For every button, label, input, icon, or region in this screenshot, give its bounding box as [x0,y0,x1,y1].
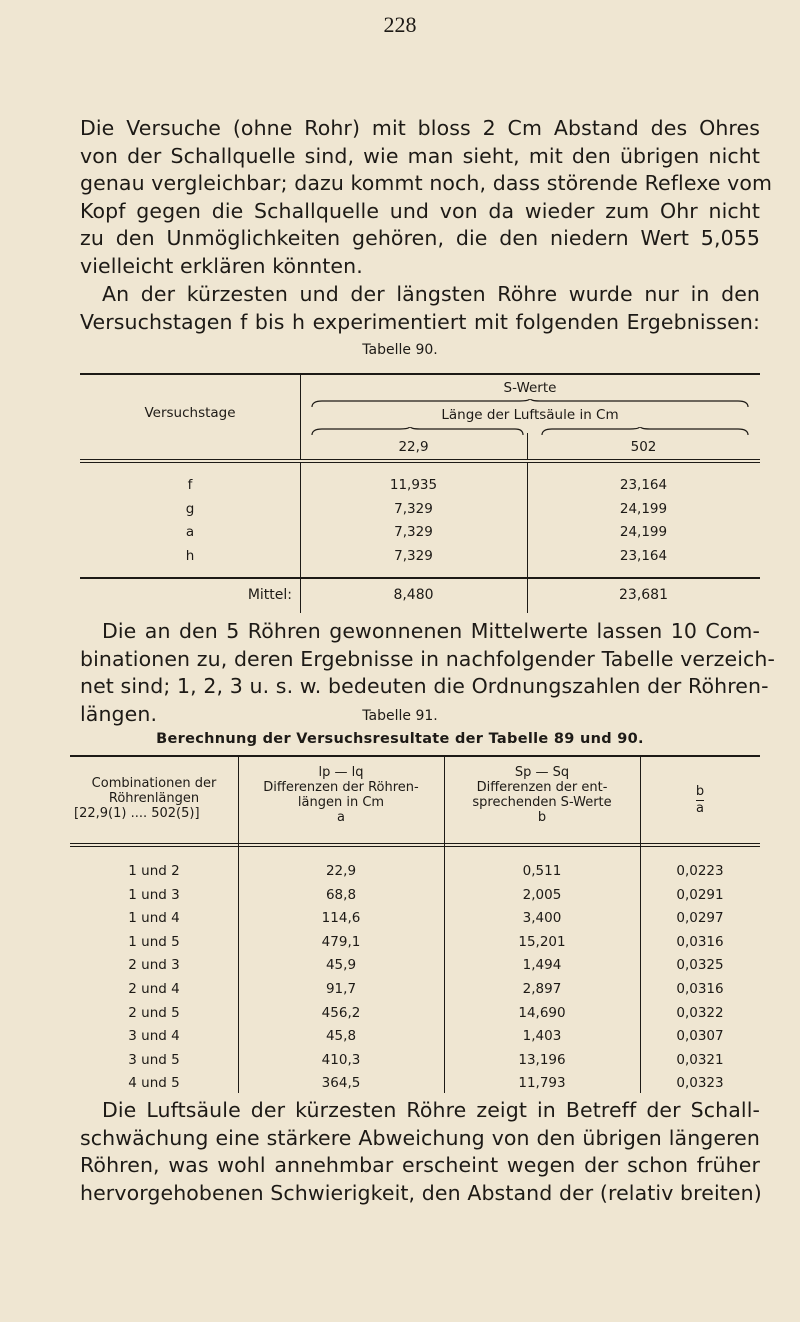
cell-a: 7,329 [394,524,433,540]
cell-combination: 1 und 3 [128,886,180,903]
cell-combination: 4 und 5 [128,1075,180,1092]
header-differenzen-b: Sp — Sq Differenzen der ent- sprechenden S-Werte b [472,765,612,825]
header-combinationen: Combinationen der Röhrenlängen [22,9(1) .... 502(5)] [74,776,217,821]
cell-ratio: 0,0323 [676,1075,724,1092]
text-line: Versuchstagen f bis h experimentiert mit folgenden Ergebnissen: [80,309,760,334]
text-line: Die Luftsäule der kürzesten Röhre zeigt in Betreff der Schall- [102,1098,760,1122]
text-line: Die an den 5 Röhren gewonnenen Mittelwerte lassen 10 Com- [102,619,760,643]
cell-ratio: 0,0223 [676,863,724,879]
cell-combination: 2 und 3 [128,957,180,974]
cell-combination: 1 und 2 [128,863,180,879]
text-line: längen. [80,701,158,726]
text-line: net sind; 1, 2, 3 u. s. w. bedeuten die Ordnungszahlen der Röhren- [80,674,769,699]
cell-ratio: 0,0297 [676,910,724,927]
cell-combination: 2 und 4 [128,981,180,997]
cell-diff-length: 479,1 [321,933,361,950]
table-90-caption: Tabelle 90. [362,342,438,358]
table-91 [70,755,760,1093]
table-90 [80,373,760,613]
cell-diff-s: 2,897 [522,981,562,997]
cell-combination: 3 und 5 [128,1051,180,1068]
cell-b: 23,164 [619,547,668,564]
cell-diff-length: 456,2 [321,1004,361,1021]
paragraph-4 [80,1097,760,1207]
cell-diff-length: 410,3 [321,1051,361,1068]
cell-a: 7,329 [394,547,433,564]
cell-diff-s: 1,494 [522,957,562,974]
cell-diff-s: 11,793 [518,1075,566,1092]
paragraph-2 [80,281,760,336]
cell-tag: h [185,547,195,564]
text-line: hervorgehobenen Schwierigkeit, den Abstand der (relativ breiten) [80,1180,762,1205]
text-line: An der kürzesten und der längsten Röhre wurde nur in den [102,282,760,306]
header-versuchstage: Versuchstage [144,405,236,421]
header-laenge: Länge der Luftsäule in Cm [441,407,619,423]
cell-b: 24,199 [619,524,668,540]
cell-a: 7,329 [394,500,433,517]
brace-laenge [310,427,750,437]
page-number: 228 [383,12,417,37]
cell-diff-s: 0,511 [522,863,562,879]
header-ratio: b a [695,784,705,816]
cell-combination: 1 und 5 [128,933,180,950]
cell-ratio: 0,0322 [676,1004,724,1021]
text-line: Die Versuche (ohne Rohr) mit bloss 2 Cm Abstand des Ohres [80,116,760,140]
paragraph-1 [80,115,773,281]
text-line: schwächung eine stärkere Abweichung von den übrigen längeren [80,1125,760,1150]
text-line: Kopf gegen die Schallquelle und von da wieder zum Ohr nicht [80,198,760,223]
cell-tag: f [187,477,193,493]
cell-ratio: 0,0316 [676,981,724,997]
cell-diff-length: 364,5 [321,1075,361,1092]
text-line: genau vergleichbar; dazu kommt noch, dass störende Reflexe vom [80,171,773,196]
cell-a: 11,935 [389,477,438,493]
cell-diff-s: 2,005 [522,886,562,903]
mittel-a: 8,480 [393,587,434,603]
cell-ratio: 0,0291 [676,886,724,903]
cell-combination: 1 und 4 [128,910,180,927]
cell-ratio: 0,0316 [676,933,724,950]
cell-diff-s: 15,201 [518,933,566,950]
cell-combination: 2 und 5 [128,1004,180,1021]
text-line: von der Schallquelle sind, wie man sieht, mit den übrigen nicht [80,143,760,168]
text-line: Röhren, was wohl annehmbar erscheint wegen der schon früher [80,1153,760,1178]
cell-b: 24,199 [619,500,668,517]
cell-diff-s: 3,400 [522,910,562,927]
text-line: vielleicht erklären könnten. [80,253,363,278]
mittel-b: 23,681 [619,587,668,603]
cell-ratio: 0,0321 [676,1051,724,1068]
text-line: zu den Unmöglichkeiten gehören, die den niedern Wert 5,055 [80,226,760,251]
cell-diff-length: 114,6 [321,910,361,927]
header-differenzen-a: lp — lq Differenzen der Röhren- längen in Cm a [263,765,419,825]
cell-diff-length: 45,8 [325,1028,357,1045]
cell-diff-s: 1,403 [522,1028,562,1045]
cell-b: 23,164 [619,477,668,493]
cell-diff-length: 91,7 [325,981,357,997]
header-col-a: 22,9 [398,439,429,455]
cell-ratio: 0,0307 [676,1028,724,1045]
text-line: binationen zu, deren Ergebnisse in nachfolgender Tabelle verzeich- [80,646,776,671]
cell-diff-length: 22,9 [325,863,357,879]
table-91-caption: Tabelle 91. [362,708,438,724]
cell-diff-length: 45,9 [325,957,357,974]
table-91-subtitle: Berechnung der Versuchsresultate der Tabelle 89 und 90. [156,731,644,747]
mittel-label: Mittel: [247,587,292,603]
cell-diff-length: 68,8 [325,886,357,903]
cell-ratio: 0,0325 [676,957,724,974]
cell-combination: 3 und 4 [128,1028,180,1045]
cell-tag: a [185,524,195,540]
cell-diff-s: 14,690 [518,1004,566,1021]
header-s-werte: S-Werte [503,380,557,396]
header-col-b: 502 [630,439,657,455]
cell-diff-s: 13,196 [518,1051,566,1068]
cell-tag: g [185,500,195,517]
